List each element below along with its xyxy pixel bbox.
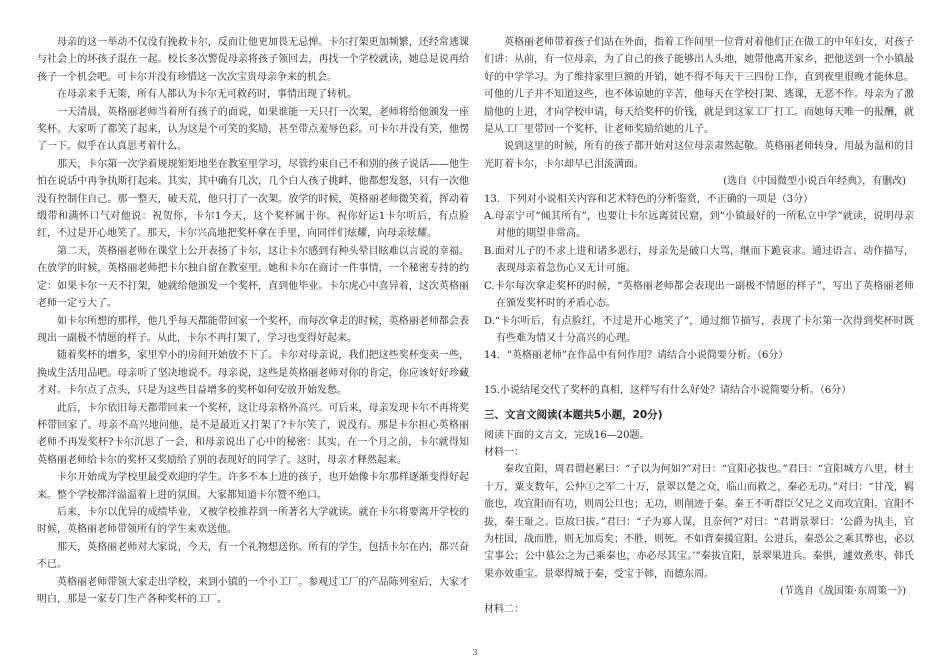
passage-paragraph: 母亲的这一举动不仅没有挽救卡尔，反而让他更加畏无忌惮。卡尔打架更加频繁，还经常逃课与社会上的坏孩子混在一起。校长多次警促母亲将孩子领回去，再找一个学校就读，她总是说再给孩子一个机会吧。可卡尔并没有珍惜这一次次宝贵母亲争来的机会。 bbox=[37, 37, 469, 83]
right-column bbox=[484, 34, 914, 618]
passage-paragraph: 如卡尔所想的那样，他几乎每天都能带回家一个奖杯，而每次拿走的时候，英格丽老师都会表现出一副极不情愿的样子。从此，卡尔不再打架了，学习也变得好起来。 bbox=[37, 315, 469, 344]
passage-paragraph: 那天，英格丽老师对大家说，今天，有一个礼物想送你。所有的学生，包括卡尔在内，都兴奋不已。 bbox=[37, 541, 469, 571]
passage-paragraph: 说到这里的时候，所有的孩子都开始对这位母亲肃然起敬。英格丽老师转身，用最为温和的目光盯着卡尔，卡尔却早已泪流满面。 bbox=[484, 141, 914, 170]
passage-paragraph: 随着奖杯的增多，家里窄小的房间开始放不下了。卡尔对母亲说，我们把这些奖杯变卖一些，换成生活用品吧。母亲听了坚决地说不。母亲说，这些是英格丽老师对你的肯定，你应该好好珍藏才对。卡尔点了点头，只是为这些目益增多的奖杯如何安放开始发愁。 bbox=[37, 350, 469, 397]
passage-paragraph: 第二天，英格丽老师在课堂上公开表扬了卡尔，这让卡尔感到有种头晕目眩难以言说的幸福。在放学的时候，英格丽老师把卡尔独自留在教室里。她和卡尔在商讨一件事情，一个秘密专持的约定：如果卡尔一天不打架，她就给他颁发一个奖杯，直到他毕业。卡尔虎心中喜异着，这次英格丽老师一定亏大了。 bbox=[37, 245, 469, 310]
passage-paragraph: 英格丽老师带领大家走出学校，来到小镇的一个小工厂。参观过工厂的产品陈列室后，大家才明白，那是一家专门生产各种奖杯的工厂。 bbox=[37, 576, 469, 605]
passage-paragraph: 英格丽老师带着孩子们站在外面，指着工作间里一位背对着他们正在做工的中年妇女，对孩子们讲：从前，有一位母亲，为了自己的孩子能够出人头地，她带他离开家乡，把他送到一个小镇最好的中学学习。为了维持家里巨额的开销，她不得不每天干三四份工作，直到夜里很晚才能休息。可他的儿子并不知道这些，也不体谅她的辛苦，他每天在学校打架、逃课，无恶不作。母亲为了激励他的上进，才向学校申请，每天给奖杯的价钱，就是到这家工厂打工。而她每天唯一的报酬，就是从工厂里带回一个奖杯，让老师奖励给她的儿子。 bbox=[484, 37, 914, 136]
passage-paragraph: 在母亲来手无策，所有人都认为卡尔无可救药时，事情出现了转机。 bbox=[57, 89, 357, 101]
answer-space bbox=[484, 365, 914, 382]
passage-paragraph: 后来，卡尔以优异的成绩毕业，又被学校推荐到一所著名大学就读。就在卡尔将要离开学校的时候，英格丽老师带领所有的学生来欢送他。 bbox=[37, 506, 469, 536]
material-label: 材料一： bbox=[484, 446, 524, 458]
question-13-option-c: C.卡尔每次拿走奖杯的时候，“英格丽老师都会表现出一副极不情愿的样子”，写出了英格丽老师在颁发奖杯时的矛盾心态。 bbox=[484, 280, 914, 310]
question-14: 14．“英格丽老师”在作品中有何作用？请结合小说简要分析。（6分） bbox=[484, 350, 789, 362]
passage-paragraph: 一天清晨，英格丽老师当着所有孩子的面说，如果谁能一天只打一次架，老师将给他颁发一座奖杯。大家听了都笑了起来，认为这是个可笑的奖励，甚至带点羞辱色彩。可卡尔并没有笑，他愣了一下。似乎在认真思考着什么。 bbox=[37, 106, 469, 153]
source-citation: (选自《中国微型小说百年经典》，有删改) bbox=[723, 176, 906, 188]
material-label: 材料二： bbox=[484, 603, 524, 615]
source-citation: (节选自《战国策·东周策一》) bbox=[780, 586, 906, 598]
passage-paragraph: 此后，卡尔依旧每天都带回来一个奖杯，这让母亲格外高兴。可后来，母亲发现卡尔不再将奖杯带回家了。母亲不高兴地问他，是不是最近又打架了?卡尔笑了，说没有。那是卡尔担心英格丽老师不再发奖杯?卡尔沉思了一会，和母亲说出了心中的秘密：其实，在一个月之前，卡尔就得知英格丽老师给卡尔的奖杯又奖励给了别的表现好的同学了。这时，母亲才释然起来。 bbox=[37, 402, 469, 466]
page-number: 3 bbox=[472, 648, 478, 657]
left-column bbox=[37, 34, 469, 608]
section-heading: 三、文言文阅读(本题共5小题，20分) bbox=[484, 409, 663, 422]
question-13-stem: 13．下列对小说相关内容和艺术特色的分析鉴赏，不正确的一项是（3分） bbox=[484, 193, 814, 205]
question-15: 15.小说结尾交代了奖杯的真相，这样写有什么好处？请结合小说简要分析。（6分） bbox=[484, 384, 852, 396]
question-13-option-d: D.“卡尔听后，有点脸红，不过是开心地笑了”，通过细节描写，表现了卡尔第一次得到奖杯时既有些难为情又十分高兴的心理。 bbox=[484, 315, 914, 344]
passage-paragraph: 卡尔开始成为学校里最受欢迎的学生。许多不本上进的孩子，也开始像卡尔那样逐渐变得好起来。整个学校都洋溢温着上进的氛围。大家都知道卡尔赞不绝口。 bbox=[37, 472, 469, 501]
question-13-option-a: A.母亲宁可“倾其所有”，也要让卡尔远离贫民窟，到“小镇最好的一所私立中学”就读，说明母亲对他的期望非常高。 bbox=[484, 211, 914, 240]
passage-paragraph: 那天，卡尔第一次学着规规矩矩地坐在教室里学习，尽管约束自己不和别的孩子说话——他生怕在说话中再争执斯打起来。其实，其中确有几次，几个白人孩子挑衅，他都想发怒，只有一次他没有控制住自己。那一整天，破天荒，他只打了一次架。放学的时候，英格丽老师微笑着，挥动着缎带和满怀口气对他说：祝贺你，卡尔1今天，这个奖杯属于你。祝你好运1卡尔听后，有点脸红，不过是开心地笑了。那天，卡尔兴高地把奖杯拿在手里，向同伴们炫耀，向母亲炫耀。 bbox=[37, 158, 469, 240]
section-instruction: 阅读下面的文言文，完成16—20题。 bbox=[484, 429, 650, 441]
classical-text: 秦攻宜阳，周君谓赵累曰：“子以为何如?”对曰：“宜阳必拔也。”君曰：“宜阳城方八里，材士十万，粟支数年，公仲①之军二十万，景翠以楚之众，临山而救之，秦必无功。”对曰：“甘茂，羁旅也，攻宜阳而有功，则周公旦也；无功，则削迹于秦。秦王不听群臣父兄之义而攻宜阳。宜阳不拔，秦王耻之。臣故曰拔。”君曰：“子为寡人谋，且奈何?”对曰：“君谓景翠曰：‘公爵为执圭，官为柱国，战而胜，则无加焉矣；不胜，则死。不如背秦援宜阳。公进兵，秦恐公之乘其弊也，必以宝事公；公中慕公之为己乘秦也，亦必尽其宝。’”秦拔宜阳，景翠果进兵。秦惧，遽效煮枣，韩氏果亦效重宝。景翠得城于秦，受宝于韩，而德东周。 bbox=[484, 464, 914, 580]
question-13-option-b: B.面对儿子的不求上进和诸多恶行，母亲先是破口大骂，继而下跪哀求。通过语言、动作描写，表现母亲着急伤心又无计可施。 bbox=[484, 245, 914, 275]
